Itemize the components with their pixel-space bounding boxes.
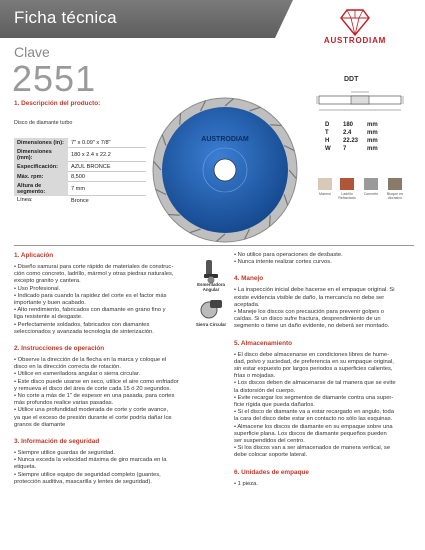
product-code: 2551 bbox=[12, 58, 97, 99]
list-item: • Perfectamente soldados, fabricados con diamantes bbox=[14, 321, 150, 328]
spec-row: Línea: Bronce bbox=[17, 197, 89, 204]
blade-segment-gap bbox=[180, 113, 181, 124]
section-instructions-title: 2. Instrucciones de operación bbox=[14, 345, 105, 353]
list-item: • No corte a más de 1" de espesor en una pasada, para cortes bbox=[14, 393, 175, 400]
material-concrete-swatch bbox=[364, 178, 378, 190]
packaging-list bbox=[234, 481, 416, 488]
list-item: ya que el exceso de presión durante el corte podría dañar los bbox=[14, 414, 172, 421]
divider bbox=[14, 245, 414, 246]
list-item: • El disco debe almacenarse en condiciones libres de hume- bbox=[234, 351, 390, 358]
blade-brand-text: AUSTRODIAM bbox=[201, 136, 249, 143]
list-item: frías o mojadas. bbox=[234, 373, 276, 380]
spec-row: Dimensiones (mm): 180 x 2.4 x 22.2 bbox=[14, 148, 146, 162]
page-title: Ficha técnica bbox=[14, 8, 117, 27]
dim-row: W 7 mm bbox=[325, 146, 378, 152]
storage-list bbox=[234, 352, 416, 460]
spec-row: Altura de segmento: 7 mm bbox=[14, 182, 146, 196]
handling-list bbox=[234, 287, 416, 330]
spec-table bbox=[14, 138, 146, 205]
list-item: • La inspección inicial debe hacerse en el empaque original. Si bbox=[234, 287, 395, 294]
list-item: la cara del disco debe estar en contacto no sólo las esquinas. bbox=[234, 416, 393, 423]
list-item: • Almacene los discos de diamante en su empaque sobre una bbox=[234, 423, 393, 430]
list-item: etiqueta. bbox=[14, 464, 37, 471]
section-packaging-title: 6. Unidades de empaque bbox=[234, 468, 309, 476]
brand-logo bbox=[305, 4, 405, 48]
material-label: Bloque en Abrasivo bbox=[386, 192, 404, 200]
material-marble-swatch bbox=[318, 178, 332, 190]
section-handling-title: 4. Manejo bbox=[234, 275, 264, 283]
safety-list bbox=[14, 450, 194, 486]
application-list bbox=[14, 264, 194, 336]
section-storage-title: 5. Almacenamiento bbox=[234, 339, 293, 347]
list-item: granos de diamante bbox=[14, 421, 66, 428]
material-block-swatch bbox=[388, 178, 402, 190]
section-description-title: 1. Descripción del producto: bbox=[14, 100, 101, 107]
list-item: • Nunca exceda la velocidad máxima de giro marcada en la bbox=[14, 457, 167, 464]
list-item: • Diseño samurai para corte rápido de materiales de construc- bbox=[14, 264, 174, 270]
list-item: ficie rígida que pueda dañarlos. bbox=[234, 402, 315, 409]
list-item: sin estar expuesto por largos periodos a superficies calientes, bbox=[234, 366, 393, 373]
material-label: Concreto bbox=[363, 192, 379, 196]
spec-row: Especificación: AZUL BRONCE bbox=[14, 162, 146, 172]
list-item: • Nunca intente realizar cortes curvos. bbox=[234, 259, 332, 266]
material-label: Ladrillo Refractario bbox=[338, 192, 356, 200]
list-item: • Los discos deben de almacenarse de tal manera que se evite bbox=[234, 380, 396, 387]
list-item: ser suspendidos del centro. bbox=[234, 438, 305, 445]
list-item: dad, polvo y suciedad, de preferencia en su empaque original, bbox=[234, 358, 394, 365]
list-item: superficie plana. Los discos de diamante pequeños pueden bbox=[234, 430, 387, 437]
section-application-title: 1. Aplicación bbox=[14, 252, 54, 259]
list-item: • 1 pieza. bbox=[234, 480, 258, 487]
list-item: • Uso Profesional. bbox=[14, 285, 61, 292]
spec-row: Máx. rpm: 8,500 bbox=[14, 172, 146, 182]
list-item: • Siempre utilice guardas de seguridad. bbox=[14, 450, 115, 457]
blade-segment-gap bbox=[269, 215, 270, 226]
list-item: • Este disco puede usarse en seco, utilice el aire como enfriador bbox=[14, 378, 179, 385]
material-label: Mármol bbox=[319, 192, 331, 196]
instructions-list bbox=[14, 357, 194, 429]
list-item: segmento o tiene un daño evidente, no deberá ser montado. bbox=[234, 323, 390, 330]
dimension-values bbox=[325, 122, 387, 154]
list-item: más profundos realice varias pasadas. bbox=[14, 400, 114, 407]
tool-label: Esmeriladora Angular bbox=[197, 282, 225, 292]
left-column bbox=[14, 252, 194, 486]
list-item: protección auditiva, mascarilla y lentes de seguridad). bbox=[14, 478, 152, 485]
list-item: • Maneje los discos con precaución para prevenir golpes o bbox=[234, 309, 384, 316]
list-item: excepto granito y cantera. bbox=[14, 278, 81, 285]
spec-row: Dimensiones (in): 7" x 0.09" x 7/8" bbox=[14, 138, 146, 148]
list-item: • Si el disco de diamante va a estar recargado en angulo, toda bbox=[234, 409, 394, 416]
list-item: • No utilice para operaciones de desbaste. bbox=[234, 252, 343, 258]
clave-label: Clave bbox=[14, 44, 50, 60]
dim-row: T 2.4 mm bbox=[325, 130, 378, 136]
materials-strip bbox=[316, 178, 416, 208]
list-item: • Indicado para cuando la rapidez del corte es el factor más bbox=[14, 292, 167, 299]
ddt-label: DDT bbox=[344, 76, 359, 83]
material-brick-swatch bbox=[340, 178, 354, 190]
list-item: la distorsión del cuerpo. bbox=[234, 387, 296, 394]
blade-segment-gap bbox=[270, 125, 281, 126]
list-item: • Alto rendimiento, fabricados con diamante en grano fino y bbox=[14, 307, 166, 314]
product-subtitle: Disco de diamante turbo bbox=[14, 120, 73, 126]
list-item: debe colocar soporte lateral. bbox=[234, 452, 308, 459]
list-item: existe evidencia visible de daño, la mercancía no debe ser bbox=[234, 294, 385, 301]
list-item: seleccionados y avanzada tecnología de sinterización. bbox=[14, 328, 154, 335]
list-item: • Si los discos van a ser almacenados de manera vertical, se bbox=[234, 445, 391, 452]
extra-notes-list bbox=[234, 252, 416, 266]
list-item: ción como concreto, ladrillo, mármol y otras piedras naturales, bbox=[14, 271, 174, 278]
brand-name: AUSTRODIAM bbox=[323, 36, 387, 45]
dimension-diagram bbox=[315, 88, 405, 114]
list-item: • Utilice una profundidad moderada de corte y corte avance, bbox=[14, 407, 169, 414]
dim-row: D 180 mm bbox=[325, 122, 378, 128]
list-item: • Evite recargar los segmentos de diamante contra una super- bbox=[234, 394, 394, 401]
right-column bbox=[234, 252, 416, 488]
list-item: y remueva el disco del área de corte cada 15 ó 20 segundos. bbox=[14, 385, 171, 392]
list-item: disco en la dirección correcta de rotación. bbox=[14, 364, 121, 371]
list-item: aceptada. bbox=[234, 301, 260, 308]
tool-label: Sierra Circular bbox=[195, 322, 227, 327]
list-item: importante y buen acabado. bbox=[14, 300, 86, 307]
section-safety-title: 3. Información de seguridad bbox=[14, 438, 100, 446]
list-item: liga resistente al desgaste. bbox=[14, 314, 83, 321]
list-item: • Observe la dirección de la flecha en la marca y coloque el bbox=[14, 357, 167, 364]
blade-segment-gap bbox=[168, 214, 179, 215]
list-item: • Siempre utilice equipo de seguridad completo (guantes, bbox=[14, 471, 161, 478]
list-item: • Utilice en esmeriladora angular o sierra circular. bbox=[14, 371, 141, 378]
diamond-blade-image bbox=[150, 95, 300, 245]
list-item: caídas. Si un disco sufre fractura, desprendimiento de un bbox=[234, 316, 381, 323]
dim-row: H 22.23 mm bbox=[325, 138, 378, 144]
